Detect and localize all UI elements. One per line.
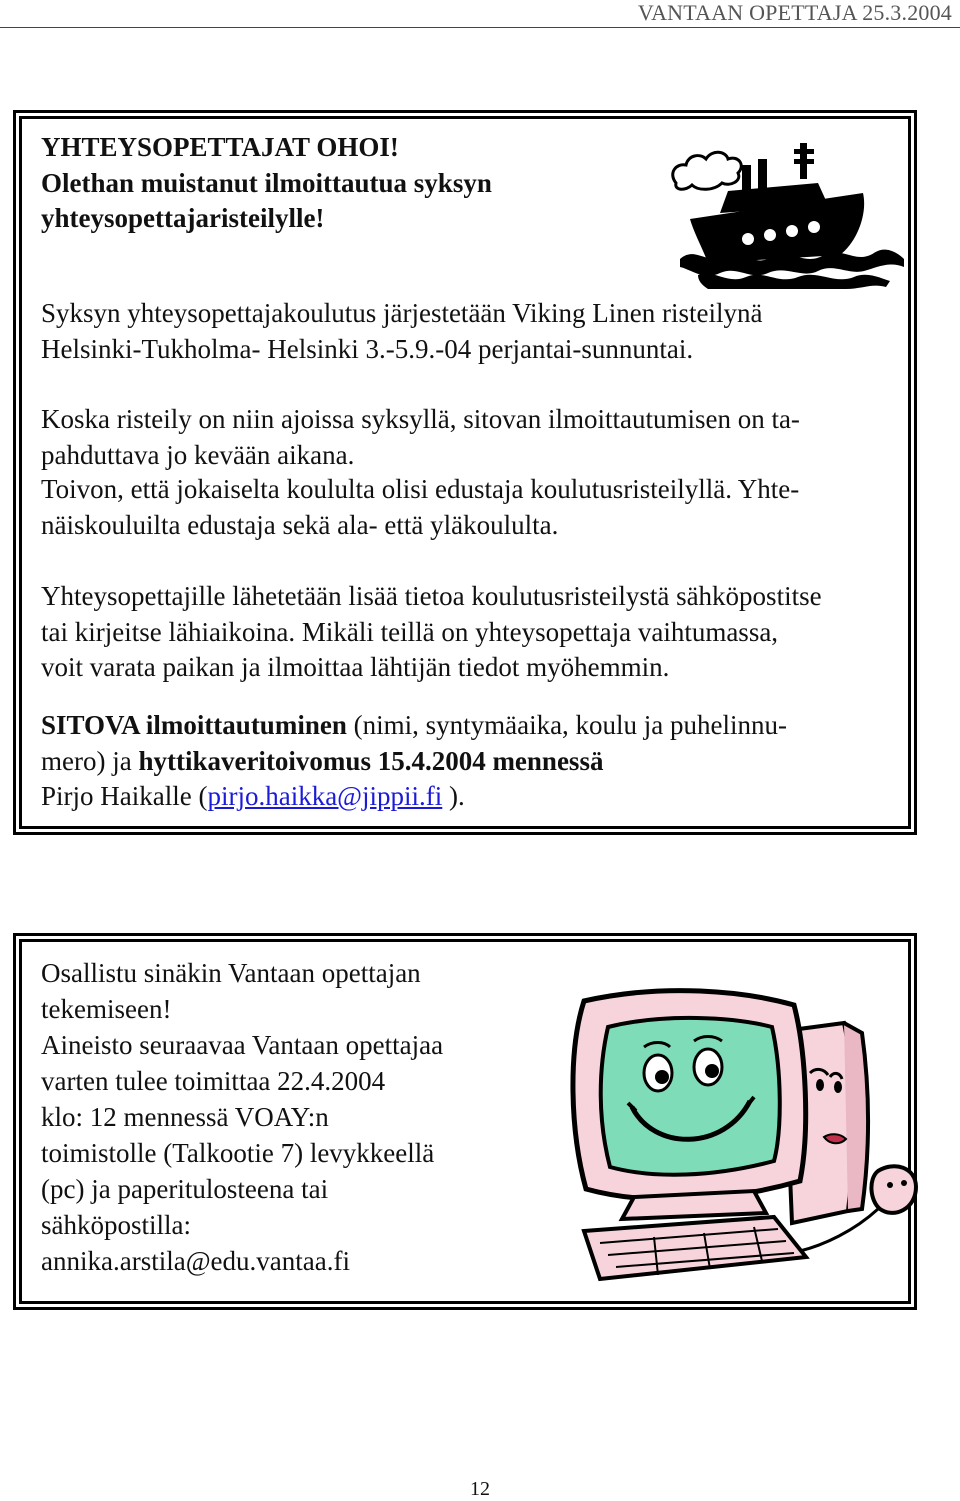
text-line: (pc) ja paperitulosteena tai <box>41 1174 329 1204</box>
text-line: Koska risteily on niin ajoissa syksyllä, sitovan ilmoittautumisen on ta- <box>41 404 800 434</box>
text-line: Helsinki-Tukholma- Helsinki 3.-5.9.-04 perjantai-sunnuntai. <box>41 333 694 364</box>
paragraph-cruise-dates <box>41 296 891 367</box>
text-line <box>41 744 901 780</box>
ship-icon <box>668 135 913 290</box>
cruise-announcement-box <box>14 111 916 834</box>
text-line: tekemiseen! <box>41 994 172 1024</box>
text-line <box>41 708 901 744</box>
submission-text <box>41 955 541 1279</box>
heading-line: Olethan muistanut ilmoittautua syksyn <box>41 167 492 198</box>
text-line: Aineisto seuraavaa Vantaan opettajaa <box>41 1030 444 1060</box>
text-line: Osallistu sinäkin Vantaan opettajan <box>41 958 421 988</box>
text-line: sähköpostilla: <box>41 1210 191 1240</box>
bold-text: hyttikaveritoivomus 15.4.2004 mennessä <box>138 745 604 776</box>
text-line <box>41 779 901 815</box>
text-line: Toivon, että jokaiselta koululta olisi edustaja koulutusristeilyllä. Yhte- <box>41 474 800 504</box>
heading-line: yhteysopettajaristeilylle! <box>41 203 325 233</box>
announcement-heading <box>41 130 641 237</box>
plain-text: (nimi, syntymäaika, koulu ja puhelinnu- <box>346 710 788 740</box>
page-header <box>0 0 960 30</box>
plain-text: ). <box>442 781 465 811</box>
heading-line: YHTEYSOPETTAJAT OHOI! <box>41 132 399 162</box>
header-rule <box>0 27 960 28</box>
page-number: 12 <box>470 1478 490 1500</box>
text-line: varten tulee toimittaa 22.4.2004 <box>41 1066 386 1096</box>
text-line: Syksyn yhteysopettajakoulutus järjestetään Viking Linen risteilynä <box>41 298 763 328</box>
paragraph-binding-registration <box>41 708 901 815</box>
email-text: annika.arstila@edu.vantaa.fi <box>41 1246 350 1276</box>
computer-icon <box>544 961 929 1301</box>
text-line: klo: 12 mennessä VOAY:n <box>41 1102 329 1132</box>
paragraph-more-info <box>41 579 901 686</box>
text-line: tai kirjeitse lähiaikoina. Mikäli teillä on yhteysopettaja vaihtumassa, <box>41 616 779 647</box>
paragraph-representatives <box>41 472 891 543</box>
plain-text: Pirjo Haikalle ( <box>41 781 208 811</box>
bold-text: SITOVA ilmoittautuminen <box>41 710 347 740</box>
text-line: toimistolle (Talkootie 7) levykkeellä <box>41 1138 435 1168</box>
header-title: VANTAAN OPETTAJA 25.3.2004 <box>637 0 952 25</box>
submission-box <box>14 934 916 1309</box>
paragraph-registration-timing <box>41 402 891 473</box>
email-link[interactable]: pirjo.haikka@jippii.fi <box>207 781 443 811</box>
plain-text: mero) ja <box>41 745 139 776</box>
text-line: voit varata paikan ja ilmoittaa lähtijän tiedot myöhemmin. <box>41 652 670 682</box>
text-line: pahduttava jo kevään aikana. <box>41 439 355 470</box>
text-line: näiskouluilta edustaja sekä ala- että yläkoululta. <box>41 509 559 540</box>
text-line: Yhteysopettajille lähetetään lisää tietoa koulutusristeilystä sähköpostitse <box>41 581 822 611</box>
